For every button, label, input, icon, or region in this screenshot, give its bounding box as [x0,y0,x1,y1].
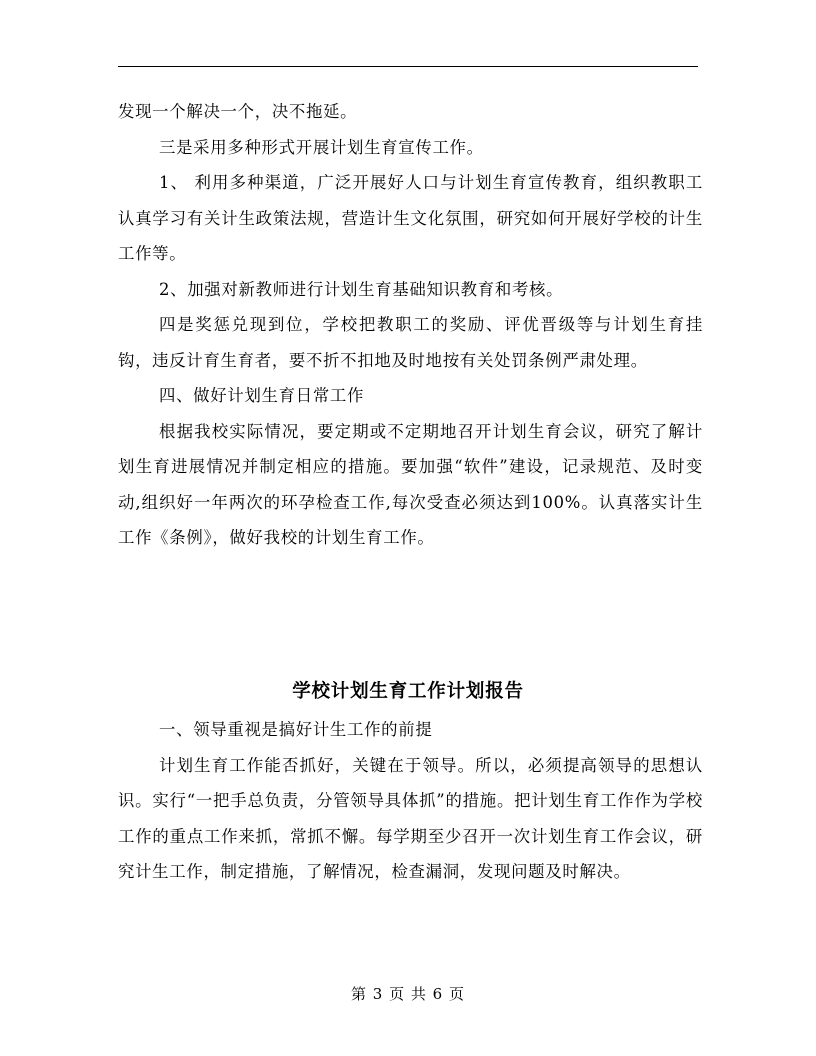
paragraph-daily-work: 根据我校实际情况，要定期或不定期地召开计划生育会议，研究了解计划生育进展情况并制定相应的措施。要加强“软件”建设，记录规范、及时变动,组织好一年两次的环孕检查工作,每次受查必须达到100%。认真落实计生工作《条例》，做好我校的计划生育工作。 [118,421,703,547]
paragraph-item-2: 2、加强对新教师进行计划生育基础知识教育和考核。 [159,279,564,299]
paragraph-item-1: 1、 利用多种渠道，广泛开展好人口与计划生育宣传教育，组织教职工认真学习有关计生政策法规，营造计生文化氛围，研究如何开展好学校的计生工作等。 [118,173,703,263]
paragraph-leadership-heading: 一、领导重视是搞好计生工作的前提 [159,720,433,739]
document-body-top [118,94,703,556]
document-body-bottom [118,712,703,890]
paragraph-daily-work-heading: 四、做好计划生育日常工作 [159,386,365,405]
paragraph-leadership: 计划生育工作能否抓好，关键在于领导。所以，必须提高领导的思想认识。实行“一把手总负责，分管领导具体抓”的措施。把计划生育工作作为学校工作的重点工作来抓，常抓不懈。每学期至少召开一次计划生育工作会议，研究计生工作，制定措施，了解情况，检查漏洞，发现问题及时解决。 [118,755,703,881]
paragraph-rewards: 四是奖惩兑现到位，学校把教职工的奖励、评优晋级等与计划生育挂钩，违反计育生育者，要不折不扣地及时地按有关处罚条例严肃处理。 [118,315,703,370]
paragraph-publicity-heading: 三是采用多种形式开展计划生育宣传工作。 [159,137,484,157]
page-number: 第 3 页 共 6 页 [351,985,465,1003]
paragraph-continuation: 发现一个解决一个，决不拖延。 [118,102,358,121]
header-rule [118,66,698,67]
report-title: 学校计划生育工作计划报告 [292,681,524,702]
